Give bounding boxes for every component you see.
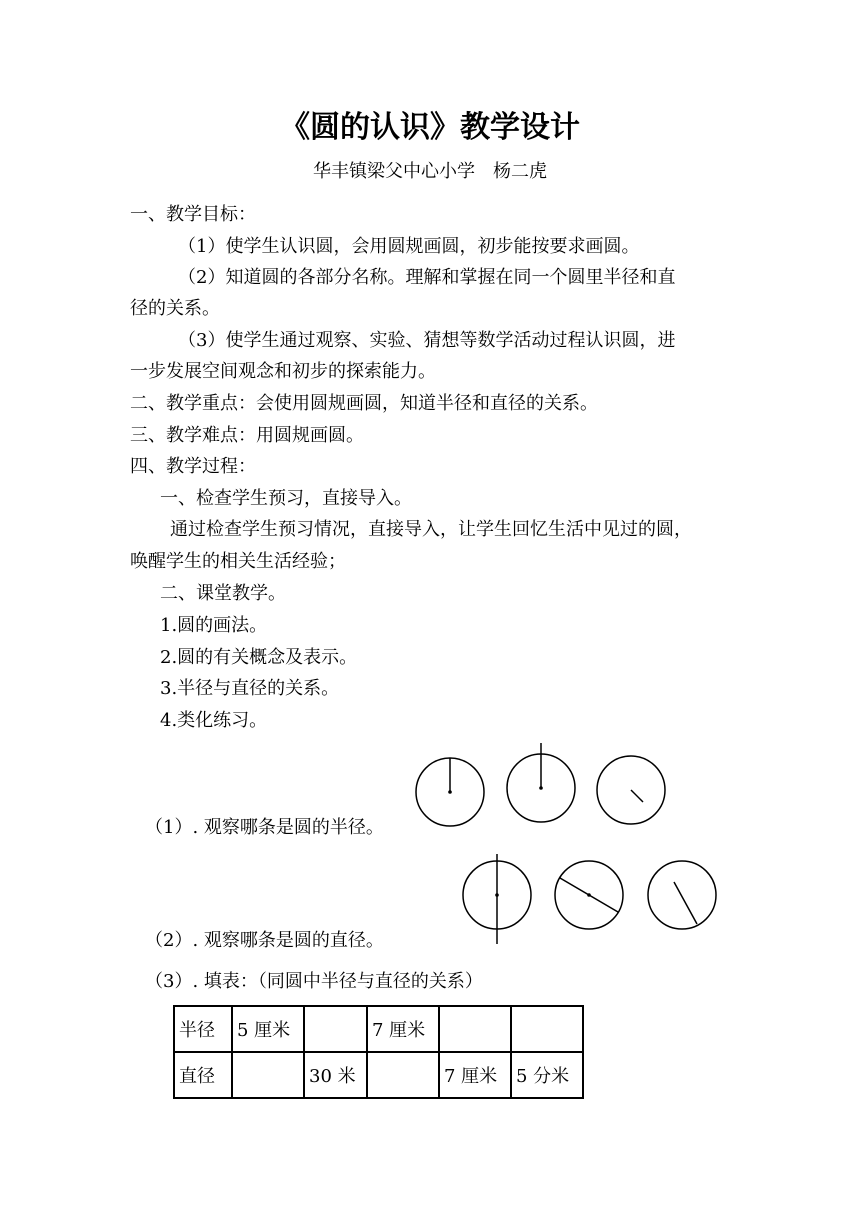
section-process-heading: 四、教学过程： <box>130 456 256 477</box>
objective-3-line2: 一步发展空间观念和初步的探索能力。 <box>130 361 436 382</box>
radius-circle-1 <box>416 758 484 826</box>
table-row-radius <box>174 1006 583 1052</box>
objective-2-line1: （2）知道圆的各部分名称。理解和掌握在同一个圆里半径和直 <box>178 267 676 288</box>
item-4: 4.类化练习。 <box>160 710 268 731</box>
document-title: 《圆的认识》教学设计 <box>280 110 580 145</box>
section-difficulties: 三、教学难点：用圆规画圆。 <box>130 425 364 446</box>
item-3: 3.半径与直径的关系。 <box>160 678 340 699</box>
radius-circles-figure <box>405 740 685 840</box>
radius-circle-3 <box>597 756 665 824</box>
section-key-points: 二、教学重点：会使用圆规画圆，知道半径和直径的关系。 <box>130 393 598 414</box>
diameter-circles-figure <box>455 852 725 952</box>
section-objectives-heading: 一、教学目标： <box>130 204 256 225</box>
objective-1: （1）使学生认识圆，会用圆规画圆，初步能按要求画圆。 <box>178 236 640 257</box>
radius-circle-2 <box>507 743 575 822</box>
exercise-diameter-question: （2）. 观察哪条是圆的直径。 <box>145 930 384 951</box>
diameter-circle-1 <box>463 854 531 944</box>
objective-2-line2: 径的关系。 <box>130 298 220 319</box>
exercise-table-question: （3）. 填表：（同圆中半径与直径的关系） <box>145 971 483 992</box>
table-cell: 7 厘米 <box>439 1052 511 1098</box>
table-cell[interactable] <box>232 1052 304 1098</box>
objective-3-line1: （3）使学生通过观察、实验、猜想等数学活动过程认识圆，进 <box>178 330 676 351</box>
item-1: 1.圆的画法。 <box>160 615 268 636</box>
process-step-2: 二、课堂教学。 <box>160 583 286 604</box>
diameter-circle-3 <box>648 861 716 929</box>
table-cell: 7 厘米 <box>367 1006 439 1052</box>
table-cell[interactable] <box>511 1006 583 1052</box>
process-step-1-detail-line1: 通过检查学生预习情况，直接导入，让学生回忆生活中见过的圆， <box>170 519 692 540</box>
table-cell[interactable] <box>367 1052 439 1098</box>
process-step-1-detail-line2: 唤醒学生的相关生活经验； <box>130 551 346 572</box>
item-2: 2.圆的有关概念及表示。 <box>160 647 358 668</box>
table-cell[interactable] <box>304 1006 367 1052</box>
exercise-radius-question: （1）. 观察哪条是圆的半径。 <box>145 817 384 838</box>
radius-diameter-table <box>173 1005 584 1099</box>
table-cell: 5 分米 <box>511 1052 583 1098</box>
diameter-circle-2 <box>555 861 623 929</box>
table-cell[interactable] <box>439 1006 511 1052</box>
table-cell: 30 米 <box>304 1052 367 1098</box>
table-cell: 半径 <box>174 1006 232 1052</box>
process-step-1: 一、检查学生预习，直接导入。 <box>160 488 412 509</box>
table-cell: 5 厘米 <box>232 1006 304 1052</box>
table-cell: 直径 <box>174 1052 232 1098</box>
table-row-diameter <box>174 1052 583 1098</box>
document-author: 华丰镇梁父中心小学 杨二虎 <box>313 161 547 182</box>
